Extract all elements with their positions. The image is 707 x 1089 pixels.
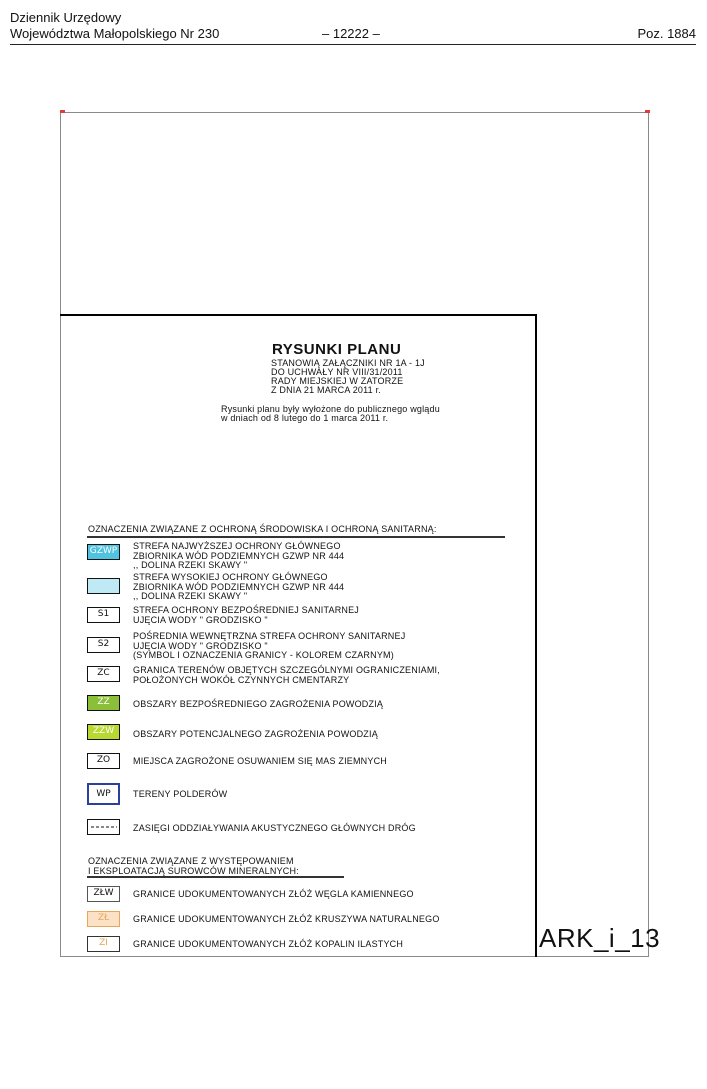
section-environment-heading: OZNACZENIA ZWIĄZANE Z OCHRONĄ ŚRODOWISKA I OCHRONĄ SANITARNĄ: <box>88 524 437 534</box>
legend-label: OBSZARY POTENCJALNEGO ZAGROŻENIA POWODZIĄ <box>133 729 378 739</box>
landslide-symbol: ZO <box>87 753 120 769</box>
section-underline <box>87 536 505 538</box>
gzwp-highest-symbol: GZWP <box>87 544 120 560</box>
page-header <box>10 10 696 45</box>
legend-label: STREFA OCHRONY BEZPOŚREDNIEJ SANITARNEJ UJĘCIA WODY " GRODZISKO " <box>133 605 360 625</box>
corner-mark-right <box>645 110 650 113</box>
subtitle-line: DO UCHWAŁY NR VIII/31/2011 <box>271 367 403 377</box>
voivodeship-issue: Województwa Małopolskiego Nr 230 <box>10 26 220 41</box>
legend-label: TERENY POLDERÓW <box>133 789 228 799</box>
aggregate-deposit-symbol: ZŁ <box>87 911 120 927</box>
sheet-label: ARK_i_13 <box>539 923 661 953</box>
journal-title: Dziennik Urzędowy <box>10 10 122 25</box>
legend-label: ZASIĘGI ODDZIAŁYWANIA AKUSTYCZNEGO GŁÓWNYCH DRÓG <box>133 823 416 833</box>
legend-label: OBSZARY BEZPOŚREDNIEGO ZAGROŻENIA POWODZIĄ <box>133 699 384 709</box>
sanitary-zone-s2-symbol: S2 <box>87 637 120 653</box>
section-underline <box>87 876 344 878</box>
gzwp-high-symbol <box>87 578 120 594</box>
legend-label: GRANICE UDOKUMENTOWANYCH ZŁÓŻ KOPALIN ILASTYCH <box>133 939 404 949</box>
section-minerals-heading: OZNACZENIA ZWIĄZANE Z WYSTĘPOWANIEM I EKSPLOATACJĄ SUROWCÓW MINERALNYCH: <box>88 856 299 876</box>
legend-label: STREFA WYSOKIEJ OCHRONY GŁÓWNEGO ZBIORNIKA WÓD PODZIEMNYCH GZWP NR 444 ,, DOLINA RZEKI SKAWY " <box>133 572 345 601</box>
position-number: Poz. 1884 <box>637 26 696 41</box>
clay-deposit-symbol: ZI <box>87 936 120 952</box>
cemetery-zone-symbol: ZC <box>87 666 120 682</box>
subtitle-line: Z DNIA 21 MARCA 2011 r. <box>271 385 381 395</box>
legend-label: STREFA NAJWYŻSZEJ OCHRONY GŁÓWNEGO ZBIORNIKA WÓD PODZIEMNYCH GZWP NR 444 ,, DOLINA RZEKI SKAWY " <box>133 541 345 570</box>
display-note-line: Rysunki planu były wyłożone do publicznego wglądu <box>221 404 440 414</box>
dashed-line-icon <box>89 820 119 833</box>
legend-label: MIEJSCA ZAGROŻONE OSUWANIEM SIĘ MAS ZIEMNYCH <box>133 756 387 766</box>
polder-symbol: WP <box>87 783 120 805</box>
sanitary-zone-s1-symbol: S1 <box>87 607 120 623</box>
corner-mark-left <box>60 110 65 113</box>
coal-deposit-symbol: ZŁW <box>87 886 120 902</box>
page-number: – 12222 – <box>322 26 380 41</box>
legend-label: POŚREDNIA WEWNĘTRZNA STREFA OCHRONY SANITARNEJ UJĘCIA WODY " GRODZISKO " (SYMBOL I OZNACZENIA GRANICY - KOLOREM CZARNYM) <box>133 631 406 660</box>
plan-title: RYSUNKI PLANU <box>272 341 402 358</box>
road-noise-symbol <box>87 819 120 835</box>
subtitle-line: RADY MIEJSKIEJ W ZATORZE <box>271 376 404 386</box>
flood-potential-symbol: ZZW <box>87 724 120 740</box>
display-note-line: w dniach od 8 lutego do 1 marca 2011 r. <box>221 413 389 423</box>
subtitle-line: STANOWIĄ ZAŁĄCZNIKI NR 1A - 1J <box>271 358 425 368</box>
legend-label: GRANICE UDOKUMENTOWANYCH ZŁÓŻ WĘGLA KAMIENNEGO <box>133 889 414 899</box>
legend-label: GRANICE UDOKUMENTOWANYCH ZŁÓŻ KRUSZYWA NATURALNEGO <box>133 914 440 924</box>
flood-direct-symbol: ZZ <box>87 695 120 711</box>
legend-label: GRANICA TERENÓW OBJĘTYCH SZCZEGÓLNYMI OGRANICZENIAMI, POŁOŻONYCH WOKÓŁ CZYNNYCH CMENTARZY <box>133 665 440 685</box>
